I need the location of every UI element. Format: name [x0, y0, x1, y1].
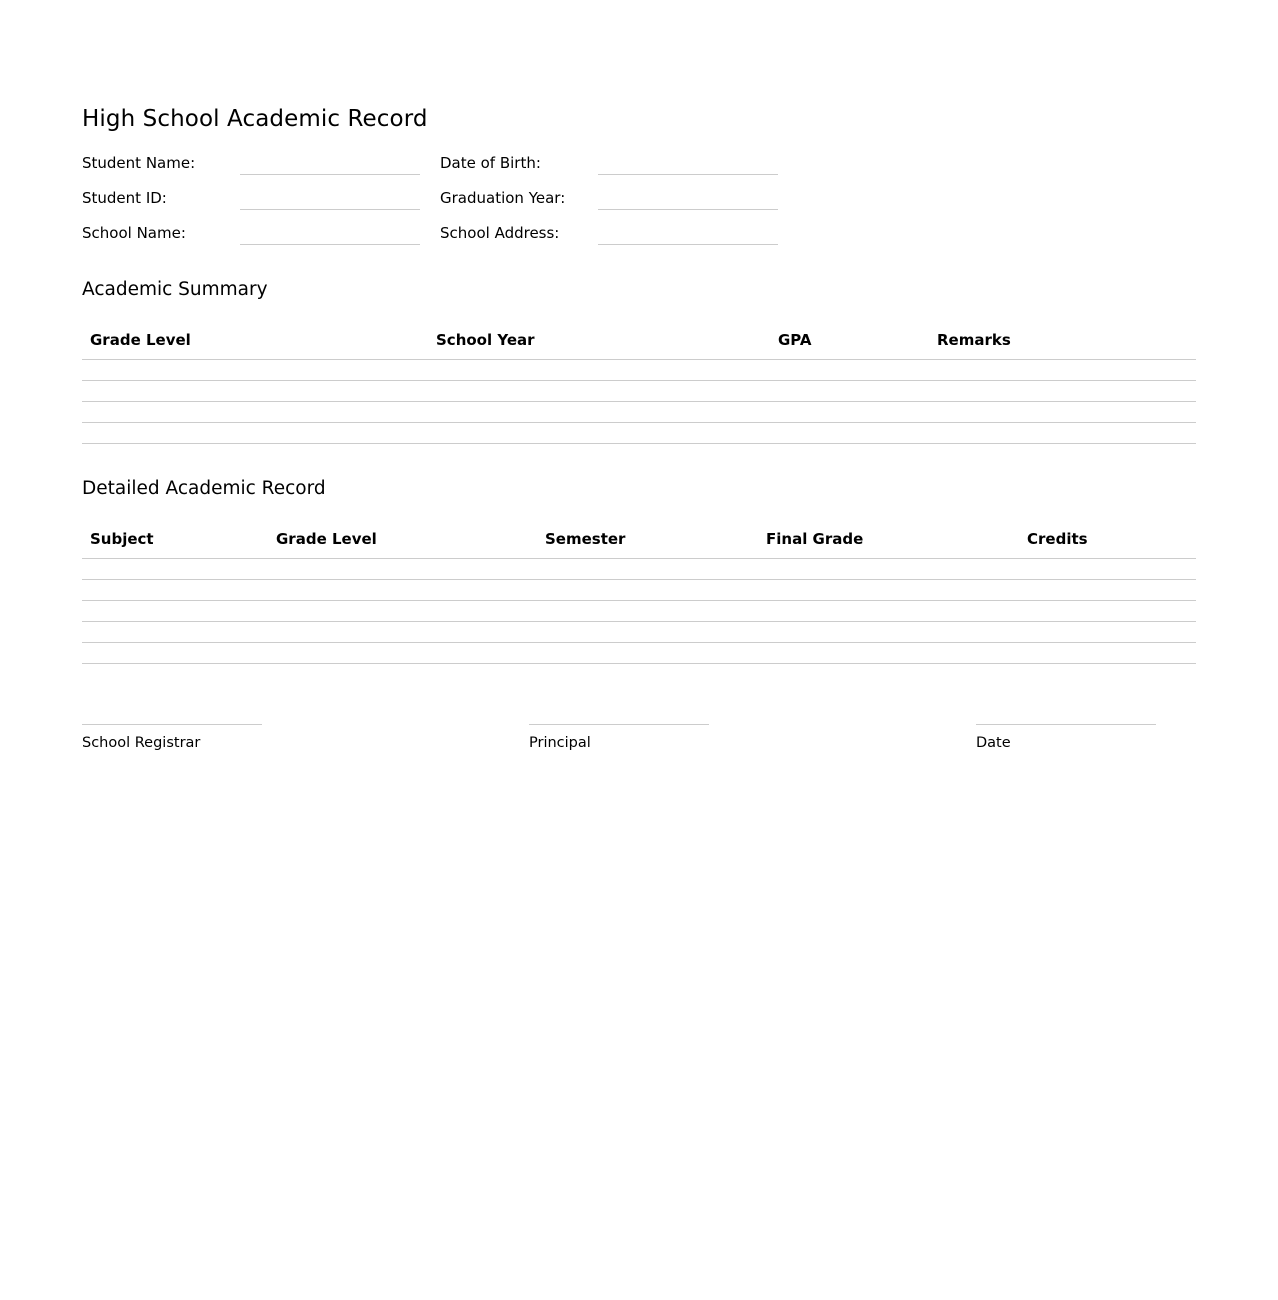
school-name-field[interactable] — [240, 244, 420, 245]
student-name-label: Student Name: — [82, 154, 196, 172]
graduation-year-label: Graduation Year: — [440, 189, 566, 207]
table-cell[interactable] — [82, 580, 268, 601]
table-cell[interactable] — [537, 580, 758, 601]
table-cell[interactable] — [82, 360, 428, 381]
table-row — [82, 360, 1196, 381]
date-signature-label: Date — [976, 735, 1011, 751]
column-header-semester: Semester — [537, 520, 758, 559]
registrar-signature-line[interactable] — [82, 690, 262, 725]
student-info-grid — [82, 150, 782, 255]
table-row — [82, 643, 1196, 664]
column-header-credits: Credits — [1019, 520, 1196, 559]
date-of-birth-field[interactable] — [598, 174, 778, 175]
table-cell[interactable] — [929, 402, 1196, 423]
table-cell[interactable] — [82, 601, 268, 622]
table-cell[interactable] — [929, 423, 1196, 444]
table-row — [82, 601, 1196, 622]
column-header-subject: Subject — [82, 520, 268, 559]
table-cell[interactable] — [770, 423, 929, 444]
info-row — [82, 150, 782, 185]
table-cell[interactable] — [268, 622, 537, 643]
table-cell[interactable] — [268, 601, 537, 622]
document-title: High School Academic Record — [82, 106, 428, 132]
school-address-label: School Address: — [440, 224, 560, 242]
academic-summary-title: Academic Summary — [82, 279, 268, 300]
table-cell[interactable] — [82, 402, 428, 423]
table-header-row — [82, 520, 1196, 559]
table-cell[interactable] — [758, 643, 1019, 664]
table-row — [82, 559, 1196, 580]
date-signature-line[interactable] — [976, 690, 1156, 725]
table-cell[interactable] — [428, 423, 770, 444]
info-row — [82, 220, 782, 255]
table-cell[interactable] — [82, 622, 268, 643]
table-header-row — [82, 321, 1196, 360]
registrar-signature-label: School Registrar — [82, 735, 201, 751]
detailed-record-title: Detailed Academic Record — [82, 478, 326, 499]
table-cell[interactable] — [1019, 559, 1196, 580]
table-cell[interactable] — [537, 601, 758, 622]
table-cell[interactable] — [1019, 643, 1196, 664]
table-cell[interactable] — [929, 360, 1196, 381]
table-row — [82, 381, 1196, 402]
table-cell[interactable] — [428, 360, 770, 381]
academic-summary-table — [82, 321, 1196, 444]
principal-signature-line[interactable] — [529, 690, 709, 725]
school-address-field[interactable] — [598, 244, 778, 245]
table-row — [82, 580, 1196, 601]
column-header-remarks: Remarks — [929, 321, 1196, 360]
table-cell[interactable] — [758, 622, 1019, 643]
table-cell[interactable] — [758, 559, 1019, 580]
table-row — [82, 423, 1196, 444]
table-cell[interactable] — [758, 580, 1019, 601]
table-cell[interactable] — [537, 622, 758, 643]
column-header-school-year: School Year — [428, 321, 770, 360]
table-cell[interactable] — [758, 601, 1019, 622]
signature-section — [82, 690, 1196, 770]
student-name-field[interactable] — [240, 174, 420, 175]
school-name-label: School Name: — [82, 224, 186, 242]
table-cell[interactable] — [770, 360, 929, 381]
column-header-grade-level: Grade Level — [268, 520, 537, 559]
table-cell[interactable] — [929, 381, 1196, 402]
table-cell[interactable] — [268, 559, 537, 580]
table-cell[interactable] — [268, 643, 537, 664]
table-cell[interactable] — [770, 381, 929, 402]
principal-signature-block — [529, 690, 709, 751]
table-cell[interactable] — [82, 559, 268, 580]
column-header-gpa: GPA — [770, 321, 929, 360]
date-of-birth-label: Date of Birth: — [440, 154, 541, 172]
date-signature-block — [976, 690, 1156, 751]
table-cell[interactable] — [1019, 601, 1196, 622]
student-id-label: Student ID: — [82, 189, 167, 207]
table-cell[interactable] — [1019, 580, 1196, 601]
table-cell[interactable] — [82, 423, 428, 444]
table-cell[interactable] — [428, 381, 770, 402]
info-row — [82, 185, 782, 220]
table-cell[interactable] — [82, 381, 428, 402]
table-row — [82, 402, 1196, 423]
table-cell[interactable] — [770, 402, 929, 423]
table-cell[interactable] — [82, 643, 268, 664]
table-cell[interactable] — [268, 580, 537, 601]
column-header-grade-level: Grade Level — [82, 321, 428, 360]
registrar-signature-block — [82, 690, 262, 751]
student-id-field[interactable] — [240, 209, 420, 210]
table-cell[interactable] — [428, 402, 770, 423]
table-cell[interactable] — [1019, 622, 1196, 643]
principal-signature-label: Principal — [529, 735, 591, 751]
detailed-record-table — [82, 520, 1196, 664]
table-cell[interactable] — [537, 643, 758, 664]
table-cell[interactable] — [537, 559, 758, 580]
table-row — [82, 622, 1196, 643]
column-header-final-grade: Final Grade — [758, 520, 1019, 559]
graduation-year-field[interactable] — [598, 209, 778, 210]
